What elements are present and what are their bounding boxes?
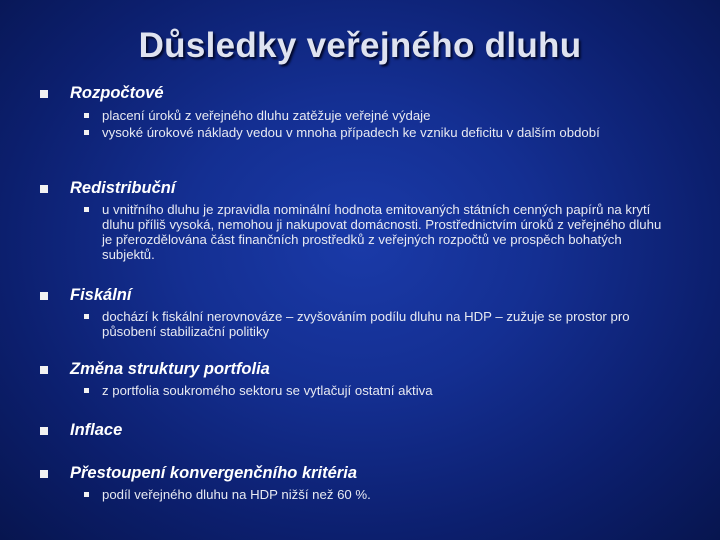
section-heading: Přestoupení konvergenčního kritéria xyxy=(70,464,357,482)
square-bullet-icon xyxy=(84,314,89,319)
section-fiskalni xyxy=(40,286,131,305)
square-bullet-icon xyxy=(84,388,89,393)
square-bullet-icon xyxy=(40,427,48,435)
section-redistribucni xyxy=(40,179,175,198)
section-heading: Fiskální xyxy=(70,286,132,304)
square-bullet-icon xyxy=(40,292,48,300)
square-bullet-icon xyxy=(84,492,89,497)
section-inflace xyxy=(40,421,122,440)
point-text: u vnitřního dluhu je zpravidla nominální hodnota emitovaných státních cenných papírů na krytí dluhu příliš vysoká, nemohou ji nakupovat domácnosti. Prostřednictvím úroků z veřejného dluhu je přerozdělována část finančních prostředků z veřejných rozpočtů ve prospěch bohatých subjektů. xyxy=(102,202,662,262)
slide-title: Důsledky veřejného dluhu xyxy=(138,26,582,65)
section-zmena-struktury xyxy=(40,360,270,379)
list-item xyxy=(84,383,674,398)
square-bullet-icon xyxy=(40,366,48,374)
section-heading: Rozpočtové xyxy=(70,84,164,102)
square-bullet-icon xyxy=(40,185,48,193)
section-heading: Změna struktury portfolia xyxy=(70,360,270,378)
point-text: podíl veřejného dluhu na HDP nižší než 60 %. xyxy=(102,487,371,502)
point-text: z portfolia soukromého sektoru se vytlačují ostatní aktiva xyxy=(102,383,433,398)
list-item xyxy=(84,309,674,339)
list-item xyxy=(84,108,674,123)
point-text: dochází k fiskální nerovnováze – zvyšováním podílu dluhu na HDP – zužuje se prostor pro působení stabilizační politiky xyxy=(102,309,630,339)
list-item xyxy=(84,487,674,502)
list-item xyxy=(84,125,674,140)
point-text: placení úroků z veřejného dluhu zatěžuje veřejné výdaje xyxy=(102,108,431,123)
section-heading: Inflace xyxy=(70,421,123,439)
square-bullet-icon xyxy=(84,130,89,135)
square-bullet-icon xyxy=(40,470,48,478)
point-text: vysoké úrokové náklady vedou v mnoha případech ke vzniku deficitu v dalším období xyxy=(102,125,600,140)
square-bullet-icon xyxy=(40,90,48,98)
square-bullet-icon xyxy=(84,113,89,118)
list-item xyxy=(84,202,674,262)
section-konvergencni-kriterium xyxy=(40,464,357,483)
section-heading: Redistribuční xyxy=(70,179,176,197)
section-rozpoctove xyxy=(40,84,164,103)
square-bullet-icon xyxy=(84,207,89,212)
